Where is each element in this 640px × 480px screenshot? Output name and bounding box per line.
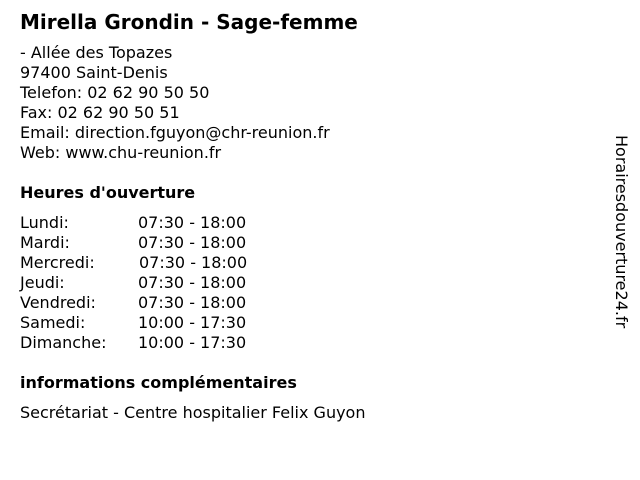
- page-title: Mirella Grondin - Sage-femme: [20, 10, 358, 34]
- hours-row-wednesday: [20, 253, 320, 273]
- time-range: 07:30 - 18:00: [139, 253, 248, 272]
- hours-row-thursday: [20, 273, 320, 293]
- day-label: Mercredi:: [20, 253, 95, 272]
- time-range: 07:30 - 18:00: [138, 213, 247, 232]
- hours-row-monday: [20, 213, 320, 233]
- time-range: 07:30 - 18:00: [138, 233, 247, 252]
- address-street: - Allée des Topazes: [20, 43, 173, 62]
- hours-row-saturday: [20, 313, 320, 333]
- phone-number: Telefon: 02 62 90 50 50: [20, 83, 210, 102]
- time-range: 07:30 - 18:00: [138, 293, 247, 312]
- info-text: Secrétariat - Centre hospitalier Felix Guyon: [20, 403, 366, 422]
- hours-row-friday: [20, 293, 320, 313]
- day-label: Vendredi:: [20, 293, 96, 312]
- fax-number: Fax: 02 62 90 50 51: [20, 103, 180, 122]
- email-address: Email: direction.fguyon@chr-reunion.fr: [20, 123, 330, 142]
- day-label: Samedi:: [20, 313, 86, 332]
- hours-heading: Heures d'ouverture: [20, 183, 196, 202]
- hours-row-sunday: [20, 333, 320, 353]
- opening-hours-table: [20, 213, 320, 353]
- website: Web: www.chu-reunion.fr: [20, 143, 222, 162]
- day-label: Lundi:: [20, 213, 69, 232]
- day-label: Dimanche:: [20, 333, 107, 352]
- info-heading: informations complémentaires: [20, 373, 297, 392]
- day-label: Mardi:: [20, 233, 70, 252]
- watermark-text: Horairesdouverture24.fr: [612, 135, 631, 329]
- day-label: Jeudi:: [20, 273, 65, 292]
- time-range: 07:30 - 18:00: [138, 273, 247, 292]
- time-range: 10:00 - 17:30: [138, 333, 247, 352]
- hours-row-tuesday: [20, 233, 320, 253]
- time-range: 10:00 - 17:30: [138, 313, 247, 332]
- address-city: 97400 Saint-Denis: [20, 63, 168, 82]
